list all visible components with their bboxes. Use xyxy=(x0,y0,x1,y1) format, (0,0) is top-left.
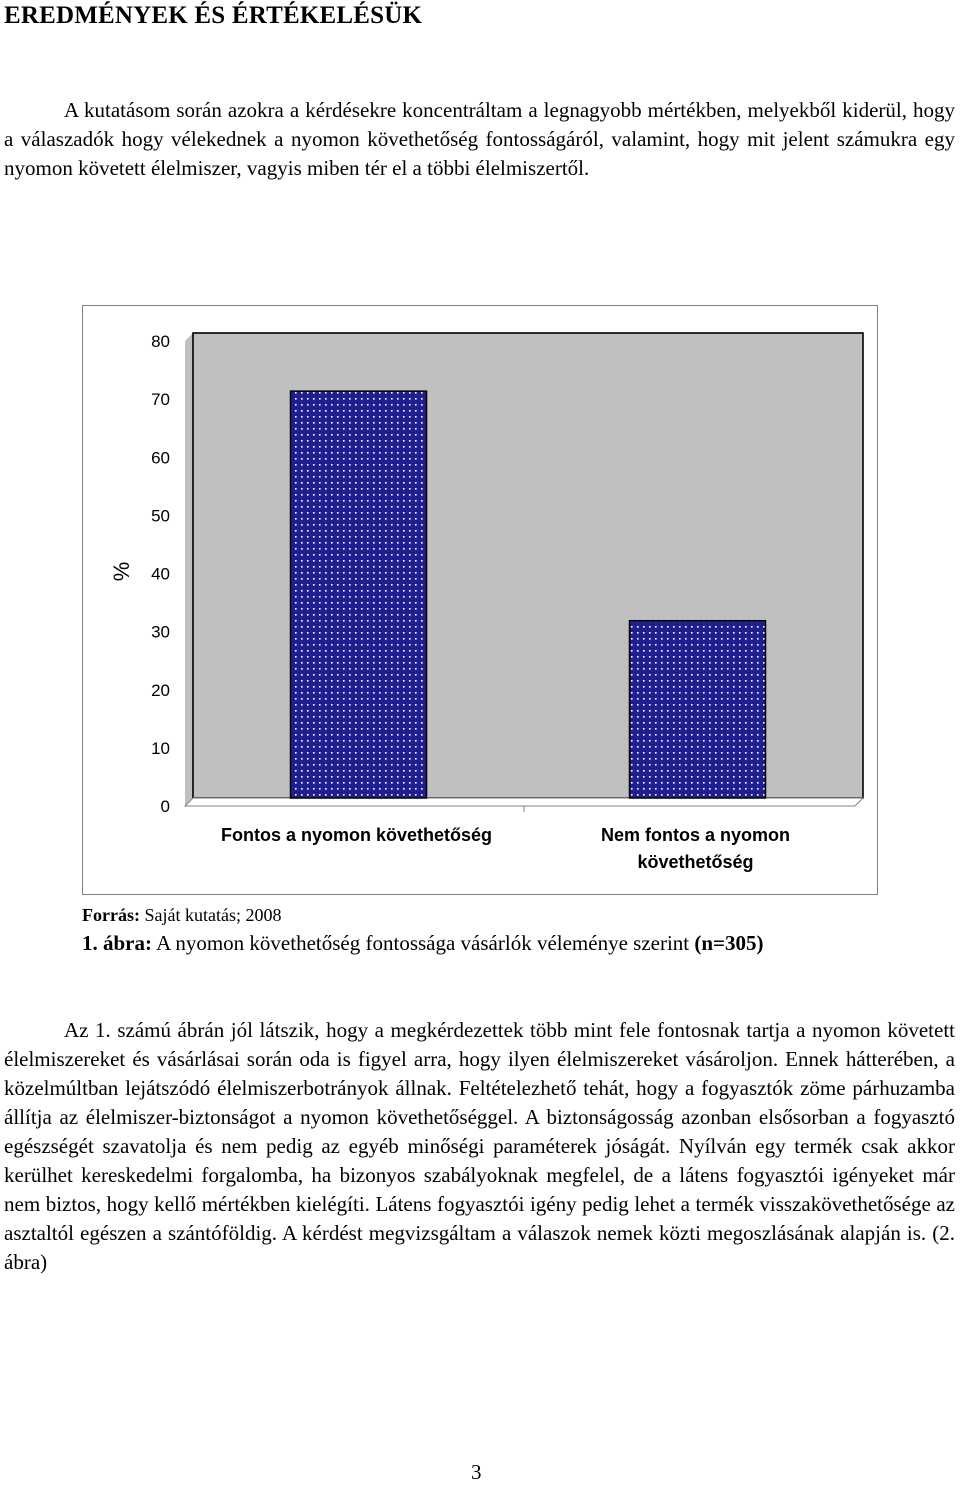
category-label: követhetőség xyxy=(637,852,754,872)
intro-text: A kutatásom során azokra a kérdésekre koncentráltam a legnagyobb mértékben, melyekből kiderül, hogy a válaszadók hogy vélekednek a nyomon követhetőség fontosságáról, valamint, hogy mit jelent számukra egy nyomon követett élelmiszer, vagyis miben tér el a többi élelmiszertől. xyxy=(4,98,955,180)
plot-floor xyxy=(185,798,863,806)
bar-1 xyxy=(291,391,427,798)
caption-sample-size: (n=305) xyxy=(694,931,764,955)
figure-source xyxy=(82,905,281,926)
caption-text: A nyomon követhetőség fontossága vásárlók véleménye szerint xyxy=(152,931,695,955)
y-tick-label: 30 xyxy=(151,622,170,642)
body-paragraph xyxy=(4,1016,955,1277)
intro-paragraph xyxy=(4,96,955,183)
caption-label: 1. ábra: xyxy=(82,931,152,955)
body-text: Az 1. számú ábrán jól látszik, hogy a megkérdezettek több mint fele fontosnak tartja a nyomon követett élelmiszereket és vásárlásai során oda is figyel arra, hogy ilyen élelmiszereket vásároljon. Ennek hátterében, a közelmúltban lejátszódó élelmiszerbotrányok állnak. Feltételezhető tehát, hogy a fogyasztók zöme párhuzamba állítja az élelmiszer-biztonságot a nyomon követhetőséggel. A biztonságosság azonban elsősorban a fogyasztó egészségét szavatolja és nem pedig az egyéb minőségi paraméterek jóságát. Nyílván egy termék csak akkor kerülhet kereskedelmi forgalomba, ha bizonyos szabályoknak megfelel, de a látens fogyasztói igényeket már nem biztos, hogy kellő mértékben kielégíti. Látens fogyasztói igény pedig lehet a termék visszakövethetősége az asztaltól egészen a szántóföldig. A kérdést megvizsgáltam a válaszok nemek közti megoszlásának alapján is. (2. ábra) xyxy=(4,1018,955,1274)
page-number: 3 xyxy=(471,1460,482,1484)
y-tick-label: 0 xyxy=(160,797,170,816)
y-tick-label: 70 xyxy=(151,390,170,410)
y-tick-label: 40 xyxy=(151,564,170,584)
y-tick-label: 80 xyxy=(151,332,170,351)
plot-side-wall xyxy=(185,333,193,806)
bar-chart xyxy=(82,305,878,895)
y-tick-label: 50 xyxy=(151,506,170,526)
y-tick-label: 20 xyxy=(151,680,170,700)
y-tick-label: 10 xyxy=(151,738,170,758)
bar-2 xyxy=(630,621,766,798)
y-axis-title: % xyxy=(109,561,134,582)
y-tick-label: 60 xyxy=(151,448,170,468)
source-text: Saját kutatás; 2008 xyxy=(139,905,282,925)
source-label: Forrás: xyxy=(82,905,140,925)
figure-caption xyxy=(82,931,764,956)
section-heading: EREDMÉNYEK ÉS ÉRTÉKELÉSÜK xyxy=(4,2,423,29)
chart-canvas xyxy=(83,306,877,894)
category-label: Fontos a nyomon követhetőség xyxy=(220,825,493,845)
category-label: Nem fontos a nyomon xyxy=(600,825,791,845)
